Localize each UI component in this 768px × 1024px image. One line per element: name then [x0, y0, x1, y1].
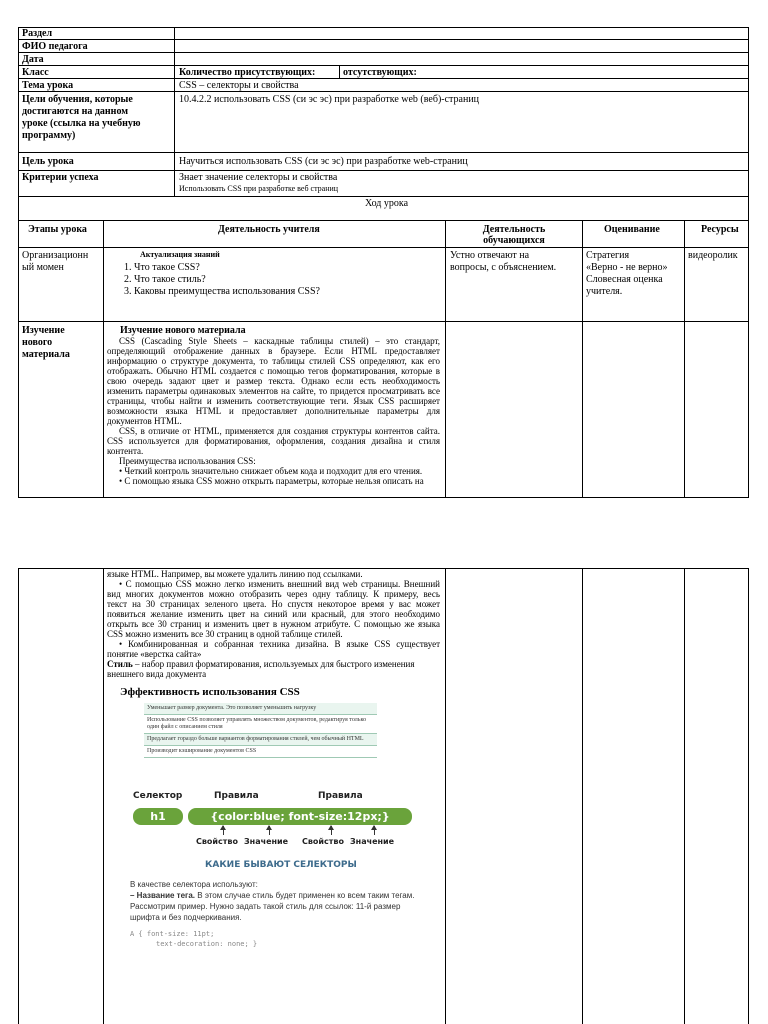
kinds-line: Рассмотрим пример. Нужно задать такой стиль для ссылок: 11-й размер	[130, 902, 401, 911]
value-label-1: Значение	[244, 837, 289, 846]
arrow-icon	[269, 826, 270, 835]
style-term: Стиль	[107, 659, 133, 669]
kinds-text: В этом случае стиль будет применен ко всем таким тегам.	[195, 891, 415, 900]
lesson-goal-value: Научиться использовать CSS (си эс эс) при разработке web-страниц	[179, 156, 468, 167]
efficiency-title: Эффективность использования CSS	[120, 686, 300, 698]
body-line: определяющий отображение данных в браузере. Если HTML предоставляет	[107, 346, 440, 356]
arrow-icon	[331, 826, 332, 835]
col-header-stages: Этапы урока	[28, 224, 87, 235]
body-line: изменить параметры одинаковых элементов на сайте, то придется просматривать все	[107, 386, 440, 396]
rules-label-2: Правила	[318, 791, 363, 801]
stage1-assessment: Словесная оценка	[586, 274, 663, 285]
selector-label: Селектор	[133, 791, 183, 801]
body-line: текст на 30 страницах зеленого цвета. Но спустя некоторое время у вас может	[107, 599, 440, 609]
topic-value: CSS – селекторы и свойства	[179, 80, 299, 91]
question-item: 3. Каковы преимущества использования CSS?	[124, 286, 320, 297]
stage2-label: Изучение	[22, 325, 65, 336]
efficiency-row: Производит кэширование документов CSS	[144, 746, 377, 758]
col-header-resources: Ресурсы	[701, 224, 739, 235]
row-label-date: Дата	[22, 54, 44, 65]
body-line: возможности языка HTML и предоставляет дополнительные параметры для	[107, 406, 440, 416]
absent-count-label: отсутствующих:	[343, 67, 417, 78]
row-label-teacher: ФИО педагога	[22, 41, 88, 52]
body-line: понятие «верстка сайта»	[107, 649, 202, 659]
efficiency-table	[144, 703, 377, 758]
stage1-assessment: учителя.	[586, 286, 623, 297]
selector-pill: h1	[133, 808, 183, 825]
stage1-label: Организационн	[22, 250, 89, 261]
body-line: контента.	[107, 446, 144, 456]
body-line: открыть все 30 страниц и изменить цвет в нужном атрибуте. С помощью же языка	[107, 619, 440, 629]
col-header-assessment: Оценивание	[604, 224, 660, 235]
property-label-1: Свойство	[196, 837, 238, 846]
stage1-title: Актуализация знаний	[140, 250, 220, 259]
efficiency-row: Предлагает гораздо больше вариантов форматирования стилей, чем обычный HTML	[144, 734, 377, 746]
body-line: внешнего вида документа	[107, 669, 207, 679]
body-line: вид многих документов можно отобразить через одну таблицу. К примеру, весь	[107, 589, 440, 599]
row-label-criteria: Критерии успеха	[22, 172, 99, 183]
advantage-item: • Четкий контроль значительно снижает объем кода и подходит для его чтения.	[119, 466, 423, 476]
body-line: CSS, в отличие от HTML, применяется для создания структуры контентов сайта.	[119, 426, 440, 436]
arrow-icon	[223, 826, 224, 835]
body-line: информацию о структуре документа, то таблицы стилей CSS определяют, как его	[107, 356, 440, 366]
criteria-value-2: Использовать CSS при разработке веб страниц	[179, 184, 339, 193]
body-line: страницы, чтобы найти и изменить соответствующие теги. Язык CSS расширяет	[107, 396, 440, 406]
rule-pill: {color:blue; font-size:12px;}	[188, 808, 412, 825]
stage2-body	[107, 336, 440, 486]
style-definition: – набор правил форматирования, используемых для быстрого изменения	[132, 659, 415, 669]
body-line: появиться желание изменить цвет на синий или красный, для этого необходимо	[107, 609, 440, 619]
col-header-teacher: Деятельность учителя	[218, 224, 320, 235]
question-item: 2. Что такое стиль?	[124, 274, 206, 285]
stage2-label: нового	[22, 337, 53, 348]
selector-kinds-title: КАКИЕ БЫВАЮТ СЕЛЕКТОРЫ	[205, 860, 357, 870]
kinds-line: шрифта и без подчеркивания.	[130, 913, 242, 922]
row-label-goals: достигаются на данном	[22, 106, 129, 117]
body-line: свою очередь задают цвет и размер текста. Однако если есть необходимость	[107, 376, 440, 386]
stage1-assessment: Стратегия	[586, 250, 630, 261]
stage1-assessment: «Верно - не верно»	[586, 262, 668, 273]
row-label-goals: программу)	[22, 130, 76, 141]
efficiency-row: Использование CSS позволяет управлять множеством документов, редактируя только один файл с описанием стиля	[144, 715, 377, 734]
code-line: text-decoration: none; }	[156, 940, 258, 948]
body-line: CSS (Cascading Style Sheets – каскадные таблицы стилей) – это стандарт,	[119, 336, 440, 346]
advantages-title: Преимущества использования CSS:	[119, 456, 256, 466]
stage1-students: Устно отвечают на	[450, 250, 530, 261]
goals-value: 10.4.2.2 использовать CSS (си эс эс) при разработке web (веб)-страниц	[179, 94, 480, 105]
row-label-topic: Тема урока	[22, 80, 74, 91]
stage1-resources: видеоролик	[688, 250, 738, 261]
value-label-2: Значение	[350, 837, 395, 846]
col-header-students: Деятельность обучающихся	[482, 224, 546, 246]
code-line: A { font-size: 11pt;	[130, 930, 215, 938]
criteria-value-1: Знает значение селекторы и свойства	[179, 172, 338, 183]
rules-label-1: Правила	[214, 791, 259, 801]
present-count-label: Количество присутствующих:	[179, 67, 316, 78]
advantage-item: • С помощью языка CSS можно открыть параметры, которые нельзя описать на	[119, 476, 424, 486]
body-line: документов HTML.	[107, 416, 182, 426]
row-label-lesson-goal: Цель урока	[22, 156, 74, 167]
arrow-icon	[374, 826, 375, 835]
row-label-goals: уроке (ссылка на учебную	[22, 118, 141, 129]
body-line: языке HTML. Например, вы можете удалить линию под ссылками.	[107, 569, 363, 579]
stage2-label: материала	[22, 349, 70, 360]
body-line: • С помощью CSS можно легко изменить внешний вид web страницы. Внешний	[119, 579, 440, 589]
kinds-term: – Название тега.	[130, 891, 196, 900]
body-line: отображать. Обычно HTML создается с помощью тегов форматирования, которые в	[107, 366, 440, 376]
stage1-students: вопросы, с объяснением.	[450, 262, 557, 273]
course-heading: Ход урока	[365, 198, 409, 209]
efficiency-row: Уменьшает размер документа. Это позволяет уменьшить нагрузку	[144, 703, 377, 715]
page2-body	[107, 569, 440, 679]
body-line: • Комбинированная и собранная техника дизайна. В языке CSS существует	[119, 639, 440, 649]
row-label-section: Раздел	[22, 28, 53, 39]
row-label-goals: Цели обучения, которые	[22, 94, 133, 105]
kinds-intro: В качестве селектора используют:	[130, 880, 258, 889]
question-item: 1. Что такое CSS?	[124, 262, 200, 273]
property-label-2: Свойство	[302, 837, 344, 846]
body-line: CSS используется для форматирования, оформления, создания дизайна и стиля	[107, 436, 440, 446]
row-label-class: Класс	[22, 67, 49, 78]
body-line: CSS можно изменить все 30 страниц в одной таблице стилей.	[107, 629, 343, 639]
stage1-label: ый момен	[22, 262, 64, 273]
stage2-title: Изучение нового материала	[120, 325, 246, 336]
